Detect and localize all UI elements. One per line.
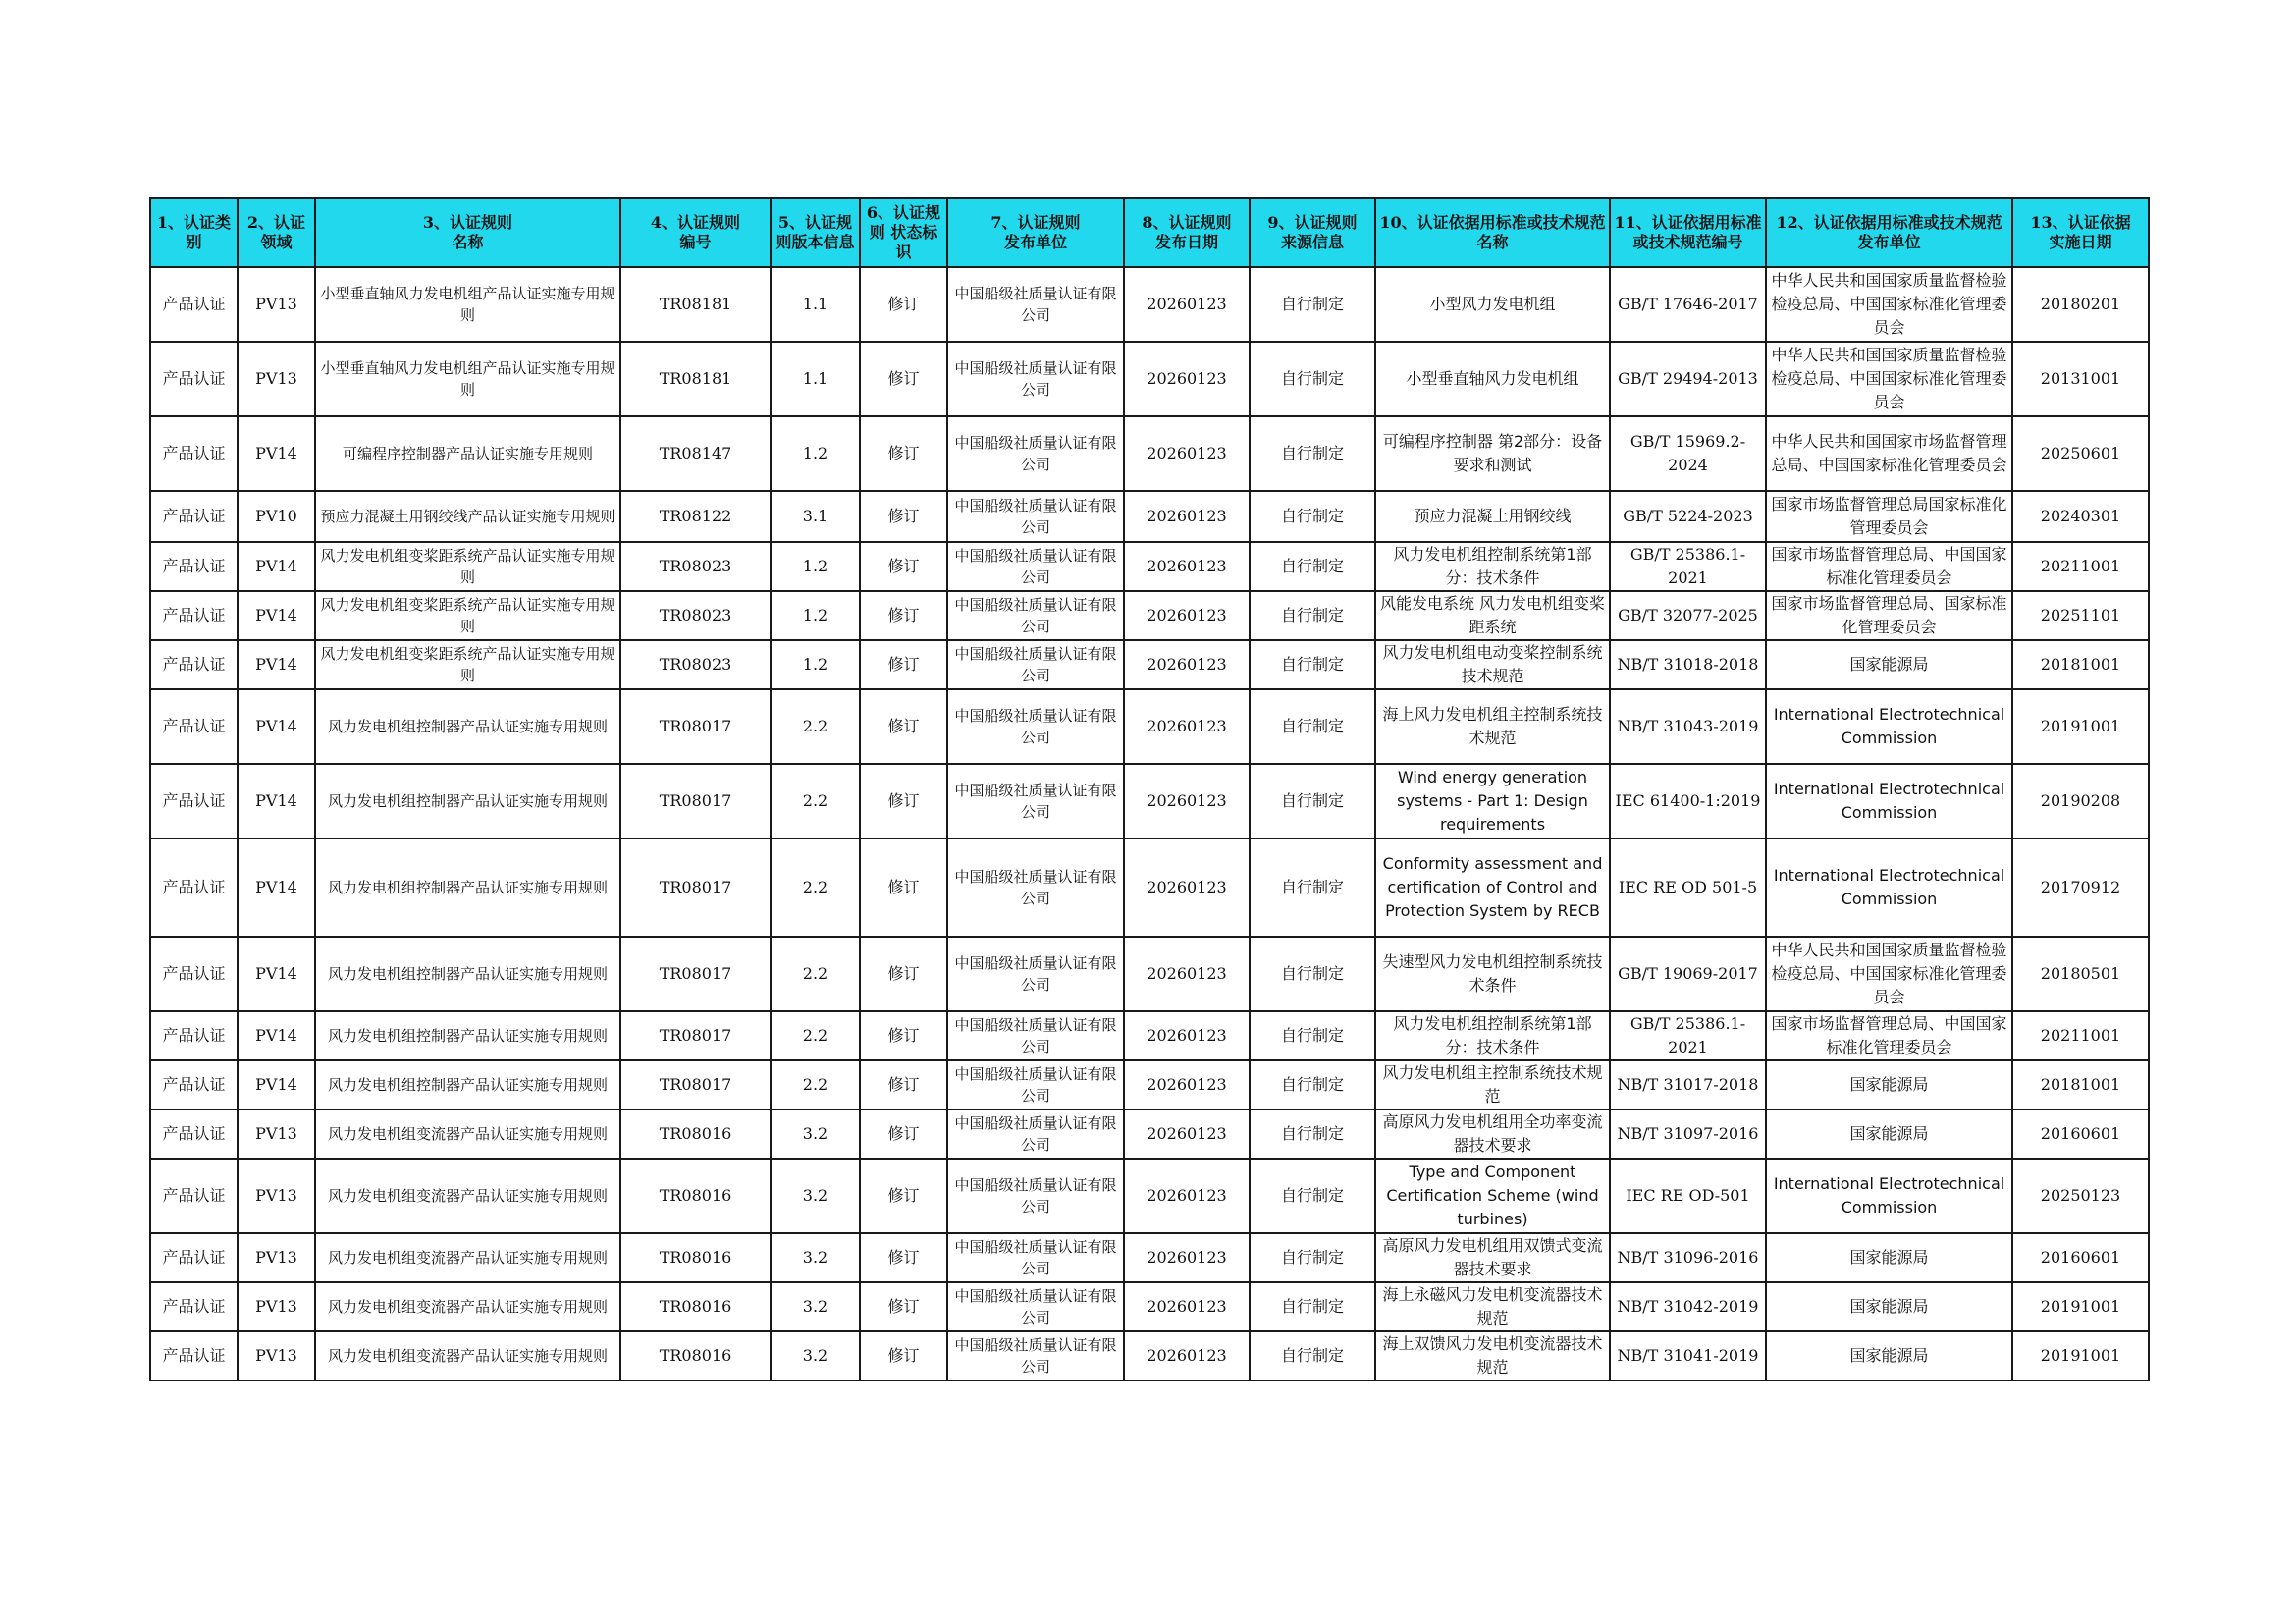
table-cell: 风力发电机组变流器产品认证实施专用规则 <box>315 1159 620 1233</box>
table-cell: 中国船级社质量认证有限公司 <box>947 1110 1124 1159</box>
table-cell: 中华人民共和国国家质量监督检验检疫总局、中国国家标准化管理委员会 <box>1766 342 2012 416</box>
table-cell: NB/T 31097-2016 <box>1610 1110 1766 1159</box>
table-cell: 产品认证 <box>150 1060 238 1110</box>
table-cell: IEC RE OD 501-5 <box>1610 839 1766 937</box>
table-cell: 中国船级社质量认证有限公司 <box>947 416 1124 491</box>
table-cell: 国家市场监督管理总局、中国国家标准化管理委员会 <box>1766 1011 2012 1060</box>
table-cell: 修订 <box>860 1331 947 1380</box>
table-cell: 风力发电机组控制器产品认证实施专用规则 <box>315 689 620 764</box>
table-cell: 20260123 <box>1124 1110 1250 1159</box>
table-cell: 20260123 <box>1124 937 1250 1011</box>
table-cell: NB/T 31043-2019 <box>1610 689 1766 764</box>
table-cell: 国家市场监督管理总局、中国国家标准化管理委员会 <box>1766 542 2012 591</box>
table-cell: IEC 61400-1:2019 <box>1610 764 1766 839</box>
table-cell: 产品认证 <box>150 1282 238 1331</box>
table-cell: TR08016 <box>620 1110 771 1159</box>
table-cell: 1.2 <box>771 640 860 689</box>
table-cell: Type and Component Certification Scheme (wind turbines) <box>1375 1159 1610 1233</box>
table-row <box>150 342 2149 416</box>
table-cell: International Electrotechnical Commission <box>1766 1159 2012 1233</box>
table-cell: TR08017 <box>620 937 771 1011</box>
table-cell: 20181001 <box>2012 1060 2149 1110</box>
table-cell: 国家能源局 <box>1766 1233 2012 1282</box>
table-cell: 20180201 <box>2012 267 2149 342</box>
table-cell: TR08017 <box>620 689 771 764</box>
table-cell: TR08147 <box>620 416 771 491</box>
table-cell: TR08017 <box>620 764 771 839</box>
table-cell: 20260123 <box>1124 491 1250 542</box>
table-cell: 预应力混凝土用钢绞线产品认证实施专用规则 <box>315 491 620 542</box>
table-cell: 风力发电机组变桨距系统产品认证实施专用规则 <box>315 542 620 591</box>
table-cell: 2.2 <box>771 1060 860 1110</box>
table-cell: 产品认证 <box>150 1159 238 1233</box>
table-cell: 20260123 <box>1124 764 1250 839</box>
table-cell: 自行制定 <box>1250 764 1375 839</box>
table-cell: 20260123 <box>1124 267 1250 342</box>
table-cell: 风力发电机组控制器产品认证实施专用规则 <box>315 839 620 937</box>
table-cell: 海上永磁风力发电机变流器技术规范 <box>1375 1282 1610 1331</box>
table-cell: 高原风力发电机组用全功率变流器技术要求 <box>1375 1110 1610 1159</box>
table-cell: 小型垂直轴风力发电机组 <box>1375 342 1610 416</box>
table-cell: TR08017 <box>620 1011 771 1060</box>
column-header: 10、认证依据用标准或技术规范名称 <box>1375 198 1610 267</box>
table-cell: 自行制定 <box>1250 342 1375 416</box>
table-cell: 中国船级社质量认证有限公司 <box>947 1011 1124 1060</box>
table-cell: 20191001 <box>2012 1282 2149 1331</box>
table-cell: 3.2 <box>771 1233 860 1282</box>
table-cell: 中国船级社质量认证有限公司 <box>947 491 1124 542</box>
table-cell: 自行制定 <box>1250 1233 1375 1282</box>
table-cell: 中国船级社质量认证有限公司 <box>947 267 1124 342</box>
table-cell: PV10 <box>238 491 315 542</box>
table-row <box>150 1159 2149 1233</box>
table-cell: 20260123 <box>1124 1060 1250 1110</box>
table-cell: 20260123 <box>1124 1159 1250 1233</box>
table-cell: 高原风力发电机组用双馈式变流器技术要求 <box>1375 1233 1610 1282</box>
column-header: 3、认证规则 名称 <box>315 198 620 267</box>
table-cell: 中国船级社质量认证有限公司 <box>947 764 1124 839</box>
table-cell: 预应力混凝土用钢绞线 <box>1375 491 1610 542</box>
table-cell: 20240301 <box>2012 491 2149 542</box>
table-cell: 小型垂直轴风力发电机组产品认证实施专用规则 <box>315 267 620 342</box>
column-header: 4、认证规则 编号 <box>620 198 771 267</box>
table-cell: 中华人民共和国国家市场监督管理总局、中国国家标准化管理委员会 <box>1766 416 2012 491</box>
table-cell: TR08181 <box>620 267 771 342</box>
table-cell: 修订 <box>860 1282 947 1331</box>
table-cell: 修订 <box>860 1233 947 1282</box>
certification-rules-table <box>149 197 2150 1381</box>
table-cell: 中国船级社质量认证有限公司 <box>947 591 1124 640</box>
table-cell: 修订 <box>860 416 947 491</box>
table-cell: 20160601 <box>2012 1110 2149 1159</box>
table-cell: 自行制定 <box>1250 491 1375 542</box>
table-cell: 自行制定 <box>1250 591 1375 640</box>
table-cell: 产品认证 <box>150 491 238 542</box>
table-cell: 中国船级社质量认证有限公司 <box>947 1331 1124 1380</box>
table-body <box>150 267 2149 1380</box>
table-cell: GB/T 17646-2017 <box>1610 267 1766 342</box>
table-cell: NB/T 31096-2016 <box>1610 1233 1766 1282</box>
table-cell: GB/T 25386.1-2021 <box>1610 542 1766 591</box>
table-row <box>150 1282 2149 1331</box>
table-cell: 风力发电机组控制系统第1部分：技术条件 <box>1375 542 1610 591</box>
table-cell: TR08016 <box>620 1282 771 1331</box>
column-header: 12、认证依据用标准或技术规范发布单位 <box>1766 198 2012 267</box>
table-cell: GB/T 25386.1-2021 <box>1610 1011 1766 1060</box>
table-cell: 中国船级社质量认证有限公司 <box>947 1282 1124 1331</box>
table-cell: 国家市场监督管理总局、国家标准化管理委员会 <box>1766 591 2012 640</box>
table-cell: GB/T 15969.2-2024 <box>1610 416 1766 491</box>
table-cell: 产品认证 <box>150 267 238 342</box>
table-cell: NB/T 31041-2019 <box>1610 1331 1766 1380</box>
table-cell: 自行制定 <box>1250 640 1375 689</box>
table-cell: 3.2 <box>771 1159 860 1233</box>
table-cell: 国家能源局 <box>1766 1282 2012 1331</box>
table-cell: PV14 <box>238 937 315 1011</box>
table-cell: PV13 <box>238 1159 315 1233</box>
table-cell: 自行制定 <box>1250 267 1375 342</box>
table-cell: 20131001 <box>2012 342 2149 416</box>
table-cell: 3.2 <box>771 1110 860 1159</box>
table-cell: 修订 <box>860 1159 947 1233</box>
table-cell: 产品认证 <box>150 689 238 764</box>
table-cell: 3.1 <box>771 491 860 542</box>
table-cell: 20260123 <box>1124 416 1250 491</box>
table-cell: 可编程序控制器 第2部分：设备要求和测试 <box>1375 416 1610 491</box>
table-cell: 2.2 <box>771 1011 860 1060</box>
column-header: 7、认证规则 发布单位 <box>947 198 1124 267</box>
table-cell: 自行制定 <box>1250 416 1375 491</box>
table-cell: 风力发电机组控制器产品认证实施专用规则 <box>315 764 620 839</box>
table-cell: 产品认证 <box>150 1110 238 1159</box>
table-cell: 20260123 <box>1124 640 1250 689</box>
table-cell: TR08017 <box>620 839 771 937</box>
table-cell: 产品认证 <box>150 542 238 591</box>
table-cell: 3.2 <box>771 1331 860 1380</box>
table-row <box>150 267 2149 342</box>
table-cell: 风力发电机组变流器产品认证实施专用规则 <box>315 1110 620 1159</box>
table-cell: 国家能源局 <box>1766 1060 2012 1110</box>
table-row <box>150 591 2149 640</box>
table-cell: 风力发电机组控制器产品认证实施专用规则 <box>315 1060 620 1110</box>
table-cell: PV14 <box>238 542 315 591</box>
table-cell: 风力发电机组变流器产品认证实施专用规则 <box>315 1282 620 1331</box>
table-cell: 自行制定 <box>1250 1011 1375 1060</box>
column-header: 9、认证规则 来源信息 <box>1250 198 1375 267</box>
table-cell: 修订 <box>860 640 947 689</box>
table-cell: 产品认证 <box>150 1011 238 1060</box>
table-row <box>150 764 2149 839</box>
table-cell: 20260123 <box>1124 1011 1250 1060</box>
table-cell: TR08023 <box>620 640 771 689</box>
table-cell: PV14 <box>238 1060 315 1110</box>
table-cell: 修订 <box>860 491 947 542</box>
table-cell: NB/T 31017-2018 <box>1610 1060 1766 1110</box>
table-cell: 产品认证 <box>150 342 238 416</box>
table-cell: 20260123 <box>1124 1331 1250 1380</box>
table-cell: 20160601 <box>2012 1233 2149 1282</box>
table-cell: 中国船级社质量认证有限公司 <box>947 640 1124 689</box>
table-cell: NB/T 31018-2018 <box>1610 640 1766 689</box>
table-cell: 产品认证 <box>150 591 238 640</box>
table-cell: 小型垂直轴风力发电机组产品认证实施专用规则 <box>315 342 620 416</box>
table-cell: TR08017 <box>620 1060 771 1110</box>
table-cell: 自行制定 <box>1250 1331 1375 1380</box>
table-cell: 2.2 <box>771 764 860 839</box>
table-cell: PV14 <box>238 839 315 937</box>
table-cell: 修订 <box>860 1011 947 1060</box>
column-header: 1、认证类别 <box>150 198 238 267</box>
table-row <box>150 1060 2149 1110</box>
table-cell: 风力发电机组变桨距系统产品认证实施专用规则 <box>315 591 620 640</box>
table-cell: International Electrotechnical Commission <box>1766 689 2012 764</box>
table-cell: 中国船级社质量认证有限公司 <box>947 689 1124 764</box>
table-cell: 20191001 <box>2012 689 2149 764</box>
table-cell: 中华人民共和国国家质量监督检验检疫总局、中国国家标准化管理委员会 <box>1766 267 2012 342</box>
table-cell: 国家能源局 <box>1766 1331 2012 1380</box>
table-cell: 自行制定 <box>1250 689 1375 764</box>
table-cell: 产品认证 <box>150 1331 238 1380</box>
column-header: 6、认证规则 状态标识 <box>860 198 947 267</box>
table-row <box>150 1233 2149 1282</box>
table-cell: 国家能源局 <box>1766 1110 2012 1159</box>
table-cell: 修订 <box>860 937 947 1011</box>
table-cell: 中华人民共和国国家质量监督检验检疫总局、中国国家标准化管理委员会 <box>1766 937 2012 1011</box>
table-cell: 修订 <box>860 839 947 937</box>
table-cell: TR08023 <box>620 542 771 591</box>
table-cell: 海上双馈风力发电机变流器技术规范 <box>1375 1331 1610 1380</box>
table-cell: PV13 <box>238 1331 315 1380</box>
table-cell: 20211001 <box>2012 1011 2149 1060</box>
table-cell: 20181001 <box>2012 640 2149 689</box>
table-cell: PV14 <box>238 640 315 689</box>
table-cell: 20260123 <box>1124 542 1250 591</box>
table-cell: 海上风力发电机组主控制系统技术规范 <box>1375 689 1610 764</box>
table-cell: 中国船级社质量认证有限公司 <box>947 1233 1124 1282</box>
table-cell: 失速型风力发电机组控制系统技术条件 <box>1375 937 1610 1011</box>
table-cell: 小型风力发电机组 <box>1375 267 1610 342</box>
table-cell: 20250601 <box>2012 416 2149 491</box>
table-cell: 1.2 <box>771 591 860 640</box>
table-cell: TR08023 <box>620 591 771 640</box>
table-cell: PV13 <box>238 1233 315 1282</box>
table-cell: 产品认证 <box>150 416 238 491</box>
table-cell: 中国船级社质量认证有限公司 <box>947 1060 1124 1110</box>
table-cell: PV13 <box>238 1110 315 1159</box>
table-cell: 自行制定 <box>1250 937 1375 1011</box>
table-cell: PV14 <box>238 764 315 839</box>
table-cell: 中国船级社质量认证有限公司 <box>947 542 1124 591</box>
table-cell: 风力发电机组变桨距系统产品认证实施专用规则 <box>315 640 620 689</box>
table-cell: 修订 <box>860 764 947 839</box>
column-header: 2、认证领域 <box>238 198 315 267</box>
table-cell: IEC RE OD-501 <box>1610 1159 1766 1233</box>
table-cell: GB/T 19069-2017 <box>1610 937 1766 1011</box>
table-cell: 风力发电机组控制器产品认证实施专用规则 <box>315 1011 620 1060</box>
table-cell: 1.2 <box>771 542 860 591</box>
table-cell: TR08016 <box>620 1233 771 1282</box>
table-cell: 自行制定 <box>1250 542 1375 591</box>
table-cell: 中国船级社质量认证有限公司 <box>947 1159 1124 1233</box>
table-cell: TR08181 <box>620 342 771 416</box>
table-cell: 1.2 <box>771 416 860 491</box>
column-header: 11、认证依据用标准或技术规范编号 <box>1610 198 1766 267</box>
table-cell: 20190208 <box>2012 764 2149 839</box>
table-cell: PV14 <box>238 1011 315 1060</box>
table-cell: 20250123 <box>2012 1159 2149 1233</box>
table-cell: 自行制定 <box>1250 1282 1375 1331</box>
table-cell: PV13 <box>238 1282 315 1331</box>
table-cell: 修订 <box>860 591 947 640</box>
table-cell: 产品认证 <box>150 764 238 839</box>
table-cell: 产品认证 <box>150 839 238 937</box>
table-cell: 风力发电机组控制器产品认证实施专用规则 <box>315 937 620 1011</box>
table-cell: 中国船级社质量认证有限公司 <box>947 342 1124 416</box>
table-cell: 修订 <box>860 1110 947 1159</box>
header-row <box>150 198 2149 267</box>
table-row <box>150 689 2149 764</box>
table-cell: PV14 <box>238 591 315 640</box>
table-cell: 自行制定 <box>1250 1110 1375 1159</box>
table-row <box>150 491 2149 542</box>
table-cell: International Electrotechnical Commission <box>1766 764 2012 839</box>
table-cell: 2.2 <box>771 839 860 937</box>
table-cell: 产品认证 <box>150 937 238 1011</box>
table-row <box>150 937 2149 1011</box>
table-cell: 风力发电机组控制系统第1部分：技术条件 <box>1375 1011 1610 1060</box>
table-cell: 风力发电机组电动变桨控制系统技术规范 <box>1375 640 1610 689</box>
table-cell: PV14 <box>238 689 315 764</box>
table-cell: 自行制定 <box>1250 1060 1375 1110</box>
table-cell: 中国船级社质量认证有限公司 <box>947 937 1124 1011</box>
table-cell: TR08016 <box>620 1159 771 1233</box>
table-cell: 20170912 <box>2012 839 2149 937</box>
table-row <box>150 542 2149 591</box>
table-row <box>150 1110 2149 1159</box>
column-header: 13、认证依据 实施日期 <box>2012 198 2149 267</box>
column-header: 8、认证规则 发布日期 <box>1124 198 1250 267</box>
table-cell: 风能发电系统 风力发电机组变桨距系统 <box>1375 591 1610 640</box>
table-cell: 中国船级社质量认证有限公司 <box>947 839 1124 937</box>
table-cell: 风力发电机组主控制系统技术规范 <box>1375 1060 1610 1110</box>
table-cell: 修订 <box>860 342 947 416</box>
table-cell: 修订 <box>860 689 947 764</box>
table-cell: 20211001 <box>2012 542 2149 591</box>
table-cell: 20260123 <box>1124 1233 1250 1282</box>
table-row <box>150 640 2149 689</box>
table-cell: 20191001 <box>2012 1331 2149 1380</box>
table-cell: International Electrotechnical Commission <box>1766 839 2012 937</box>
table-cell: 3.2 <box>771 1282 860 1331</box>
table-cell: GB/T 32077-2025 <box>1610 591 1766 640</box>
table-row <box>150 839 2149 937</box>
table-cell: PV13 <box>238 342 315 416</box>
table-cell: 20260123 <box>1124 591 1250 640</box>
table-cell: 2.2 <box>771 689 860 764</box>
table-cell: 1.1 <box>771 342 860 416</box>
table-cell: 风力发电机组变流器产品认证实施专用规则 <box>315 1331 620 1380</box>
table-cell: 国家市场监督管理总局国家标准化管理委员会 <box>1766 491 2012 542</box>
table-cell: 修订 <box>860 1060 947 1110</box>
table-cell: TR08016 <box>620 1331 771 1380</box>
table-row <box>150 1011 2149 1060</box>
table-cell: 修订 <box>860 267 947 342</box>
table-cell: PV13 <box>238 267 315 342</box>
table-cell: GB/T 29494-2013 <box>1610 342 1766 416</box>
table-row <box>150 1331 2149 1380</box>
table-cell: 20260123 <box>1124 689 1250 764</box>
table-cell: 20251101 <box>2012 591 2149 640</box>
table-row <box>150 416 2149 491</box>
table-cell: 20180501 <box>2012 937 2149 1011</box>
table-cell: PV14 <box>238 416 315 491</box>
table-cell: 1.1 <box>771 267 860 342</box>
table-cell: 20260123 <box>1124 839 1250 937</box>
table-cell: 2.2 <box>771 937 860 1011</box>
table-cell: Conformity assessment and certification of Control and Protection System by RECB <box>1375 839 1610 937</box>
table-cell: 国家能源局 <box>1766 640 2012 689</box>
table-cell: 可编程序控制器产品认证实施专用规则 <box>315 416 620 491</box>
table-cell: 产品认证 <box>150 640 238 689</box>
table-cell: 20260123 <box>1124 342 1250 416</box>
table-cell: 修订 <box>860 542 947 591</box>
table-cell: Wind energy generation systems - Part 1: Design requirements <box>1375 764 1610 839</box>
table-cell: 产品认证 <box>150 1233 238 1282</box>
table-cell: 自行制定 <box>1250 1159 1375 1233</box>
table-cell: 自行制定 <box>1250 839 1375 937</box>
table-cell: GB/T 5224-2023 <box>1610 491 1766 542</box>
table-cell: 风力发电机组变流器产品认证实施专用规则 <box>315 1233 620 1282</box>
table-cell: NB/T 31042-2019 <box>1610 1282 1766 1331</box>
column-header: 5、认证规则版本信息 <box>771 198 860 267</box>
table-cell: TR08122 <box>620 491 771 542</box>
table-cell: 20260123 <box>1124 1282 1250 1331</box>
